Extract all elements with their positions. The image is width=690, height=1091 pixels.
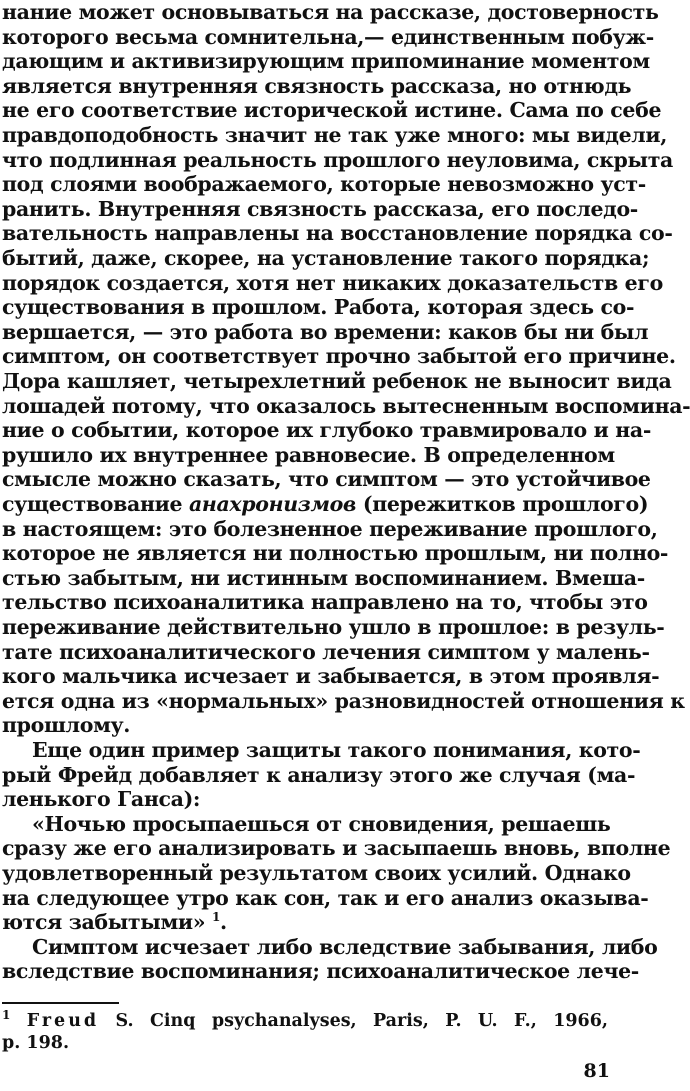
text-line: смысле можно сказать, что симптом — это устойчивое	[2, 467, 651, 492]
text-line: которое не является ни полностью прошлым, ни полно-	[2, 541, 669, 566]
text-line: вследствие воспоминания; психоаналитическое лече-	[2, 959, 639, 984]
footnote-line	[2, 1010, 608, 1032]
text-line: в настоящем: это болезненное переживание прошлого,	[2, 516, 658, 541]
text-line: переживание действительно ушло в прошлое: в резуль-	[2, 615, 665, 639]
text-line: тате психоаналитического лечения симптом у малень-	[2, 639, 650, 664]
text-line: лошадей потому, что оказалось вытесненным воспомина-	[2, 393, 690, 418]
text-line: ется одна из «нормальных» разновидностей отношения к	[2, 688, 685, 713]
footnote-reference[interactable]: 1	[212, 910, 221, 925]
text-line: вершается, — это работа во времени: каков бы ни был	[2, 319, 649, 344]
text-segment: .	[220, 910, 227, 935]
text-segment: ются забытыми»	[2, 910, 213, 935]
text-line: вательность направлены на восстановление порядка со-	[2, 221, 673, 246]
footnote-text: S. Cinq psychanalyses, Paris, P. U. F., 1966,	[99, 1011, 608, 1031]
text-line: под слоями воображаемого, которые невозможно уст-	[2, 172, 646, 197]
text-line: рый Фрейд добавляет к анализу этого же случая (ма-	[2, 762, 636, 787]
quote-line: сразу же его анализировать и засыпаешь вновь, вполне	[2, 836, 671, 861]
text-line: стью забытым, ни истинным воспоминанием. Вмеша-	[2, 565, 645, 590]
text-line: существования в прошлом. Работа, которая здесь со-	[2, 295, 635, 320]
quote-line: на следующее утро как сон, так и его анализ оказыва-	[2, 885, 649, 910]
text-line: бытий, даже, скорее, на установление такого порядка;	[2, 246, 650, 270]
text-line: которого весьма сомнительна,— единственным побуж-	[2, 24, 654, 49]
text-line: прошлому.	[2, 713, 131, 738]
text-line: является внутренняя связность рассказа, но отнюдь	[2, 73, 632, 98]
footnote-line: p. 198.	[2, 1033, 70, 1053]
text-line: что подлинная реальность прошлого неуловима, скрыта	[2, 147, 673, 172]
text-line: рушило их внутреннее равновесие. В определенном	[2, 442, 615, 467]
quote-first-line: «Ночью просыпаешься от сновидения, решаешь	[32, 811, 611, 836]
text-line: не его соответствие исторической истине. Сама по себе	[2, 98, 662, 123]
text-line: порядок создается, хотя нет никаких доказательств его	[2, 270, 663, 295]
text-line: нание может основываться на рассказе, достоверность	[2, 0, 659, 24]
text-line: кого мальчика исчезает и забывается, в этом проявля-	[2, 664, 660, 689]
text-line: дающим и активизирующим припоминание моментом	[2, 49, 650, 74]
text-segment: существование	[2, 492, 189, 516]
quote-last-line	[2, 910, 608, 935]
text-segment: (пережитков прошлого)	[356, 492, 649, 516]
footnote-mark: 1	[2, 1008, 11, 1023]
text-line: ранить. Внутренняя связность рассказа, его последо-	[2, 196, 638, 221]
text-line: правдоподобность значит не так уже много: мы видели,	[2, 123, 668, 147]
paragraph-first-line: Симптом исчезает либо вследствие забывания, либо	[32, 934, 658, 959]
text-line: ленького Ганса):	[2, 787, 201, 812]
footnote-author: Freud	[26, 1011, 100, 1031]
text-line-with-italic	[2, 492, 649, 517]
page-number: 81	[583, 1060, 610, 1082]
text-line: симптом, он соответствует прочно забытой его причине.	[2, 344, 676, 369]
italic-term: анахронизмов	[188, 492, 357, 516]
footnote-divider	[2, 1002, 119, 1004]
paragraph-first-line: Еще один пример защиты такого понимания, кото-	[32, 738, 641, 762]
text-line: ние о событии, которое их глубоко травмировало и на-	[2, 418, 651, 443]
text-line: тельство психоаналитика направлено на то, чтобы это	[2, 590, 648, 615]
text-line: Дора кашляет, четырехлетний ребенок не выносит вида	[2, 369, 672, 393]
quote-line: удовлетворенный результатом своих усилий. Однако	[2, 861, 631, 885]
